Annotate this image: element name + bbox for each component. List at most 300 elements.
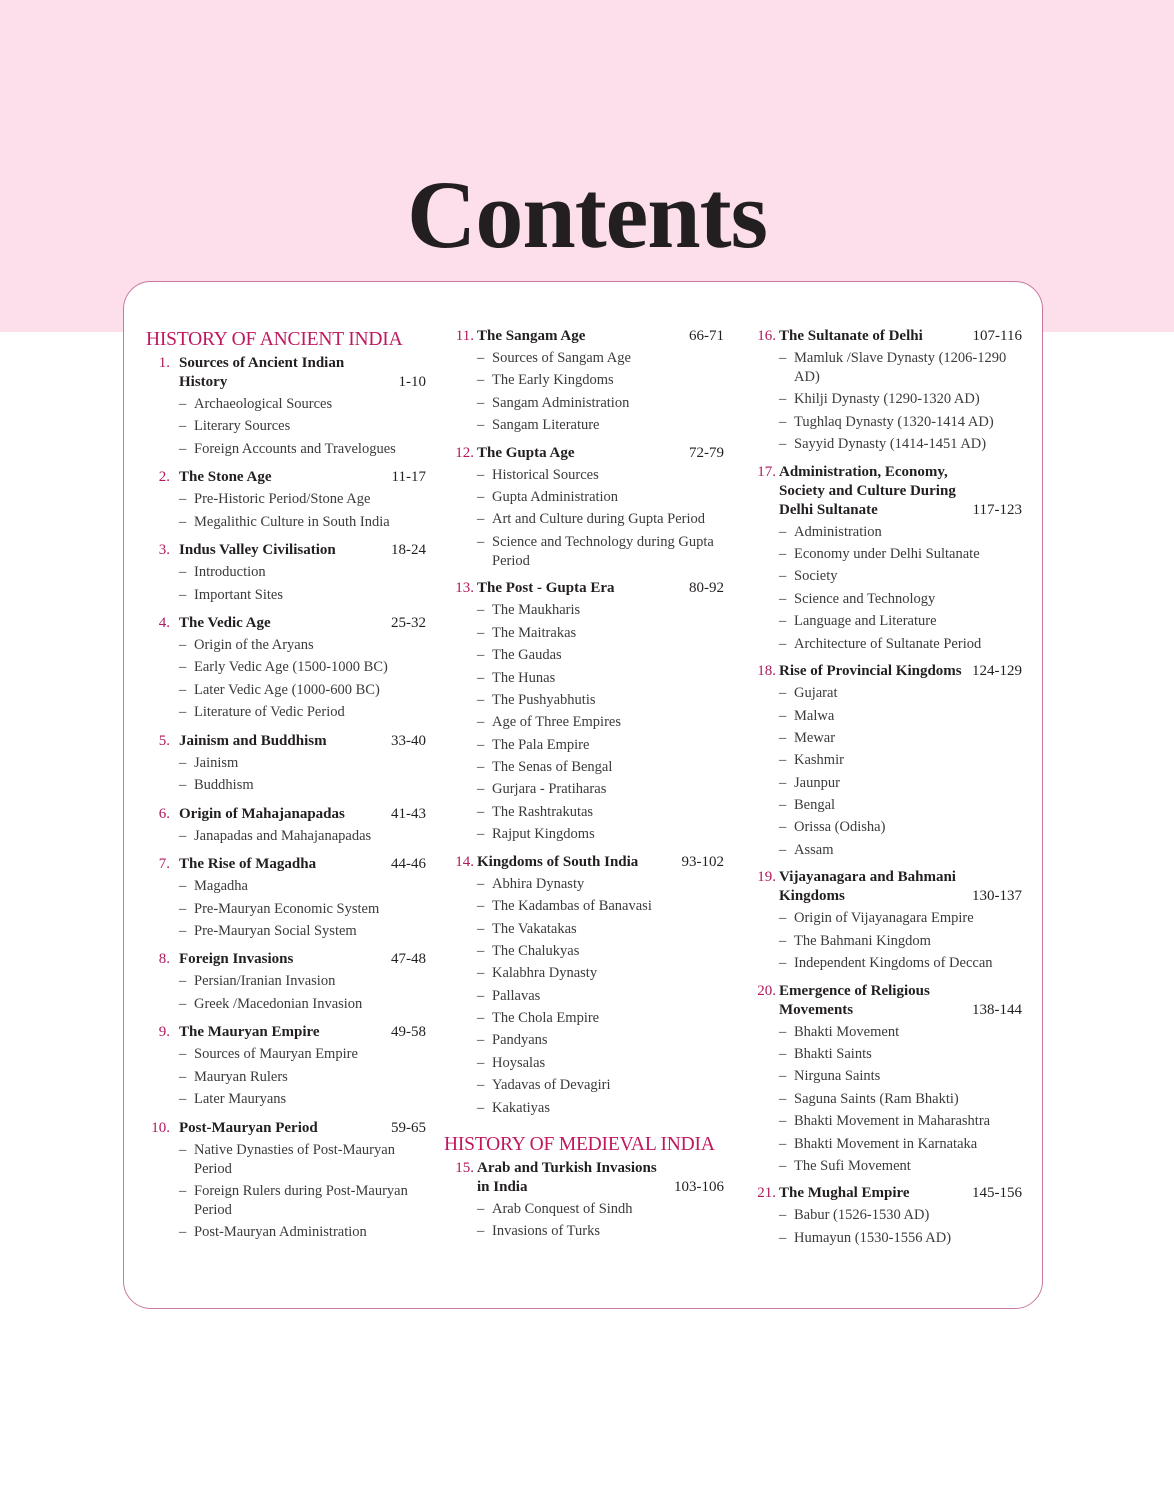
subtopic-item[interactable] [146,703,426,722]
subtopic-list [746,1206,1022,1247]
chapter-entry[interactable] [444,1159,724,1241]
chapter-entry[interactable] [146,732,426,795]
page-title: Contents [406,161,767,268]
chapter-title[interactable]: Vijayanagara and Bahmani Kingdoms [779,869,956,905]
dash-bullet-icon: – [779,613,787,630]
subtopic-label: The Maitrakas [492,624,577,641]
subtopic-item[interactable] [444,646,724,665]
subtopic-label: Origin of Vijayanagara Empire [794,910,974,927]
chapter-title[interactable]: Emergence of Religious Movements [779,982,930,1018]
dash-bullet-icon: – [477,1054,485,1071]
subtopic-label: Mamluk /Slave Dynasty (1206-1290 AD) [794,350,1007,385]
subtopic-item[interactable] [746,841,1022,860]
subtopic-item[interactable] [146,754,426,773]
dash-bullet-icon: – [477,965,485,982]
dash-bullet-icon: – [179,777,187,794]
dash-bullet-icon: – [779,1135,787,1152]
chapter-title[interactable]: The Vedic Age [179,615,271,632]
chapter-entry[interactable] [444,444,724,571]
chapter-number: 14. [455,853,474,870]
chapter-heading[interactable] [146,950,426,969]
subtopic-item[interactable] [746,818,1022,837]
subtopic-list [444,875,724,1118]
subtopic-item[interactable] [444,942,724,961]
chapter-heading[interactable] [146,614,426,633]
chapter-entry[interactable] [746,982,1022,1176]
subtopic-item[interactable] [146,563,426,582]
subtopic-label: Magadha [194,878,248,895]
subtopic-item[interactable] [746,545,1022,564]
subtopic-item[interactable] [746,1067,1022,1086]
subtopic-item[interactable] [746,413,1022,432]
subtopic-item[interactable] [444,825,724,844]
subtopic-item[interactable] [444,1031,724,1050]
subtopic-label: Language and Literature [794,613,937,630]
chapter-heading[interactable] [146,468,426,487]
chapter-title[interactable]: Jainism and Buddhism [179,732,327,749]
subtopic-item[interactable] [746,1045,1022,1064]
subtopic-item[interactable] [746,349,1022,387]
subtopic-item[interactable] [444,897,724,916]
chapter-heading[interactable] [444,853,724,872]
subtopic-label: Kashmir [794,752,844,769]
subtopic-label: Invasions of Turks [492,1223,600,1240]
chapter-page-range: 49-58 [391,1024,426,1041]
subtopic-item[interactable] [444,1076,724,1095]
subtopic-label: Sangam Administration [492,394,630,411]
subtopic-label: Important Sites [194,586,284,603]
subtopic-item[interactable] [746,684,1022,703]
dash-bullet-icon: – [179,1046,187,1063]
dash-bullet-icon: – [779,391,787,408]
subtopic-item[interactable] [444,669,724,688]
dash-bullet-icon: – [477,350,485,366]
subtopic-label: The Pushyabhutis [492,691,596,708]
subtopic-item[interactable] [444,466,724,485]
chapter-heading[interactable] [146,732,426,751]
chapter-number: 10. [151,1119,170,1136]
subtopic-item[interactable] [444,488,724,507]
chapter-heading[interactable] [146,805,426,824]
chapter-heading[interactable] [146,541,426,560]
chapter-entry[interactable] [746,327,1022,454]
dash-bullet-icon: – [477,759,485,776]
chapter-entry[interactable] [746,662,1022,860]
chapter-heading[interactable] [746,463,1022,520]
subtopic-item[interactable] [444,394,724,413]
dash-bullet-icon: – [779,1229,787,1246]
chapter-title[interactable]: Origin of Mahajanapadas [179,805,345,822]
subtopic-item[interactable] [746,1157,1022,1176]
subtopic-label: The Kadambas of Banavasi [492,898,652,915]
chapter-entry[interactable] [146,468,426,531]
subtopic-label: The Gaudas [492,647,562,664]
subtopic-label: Jainism [194,754,239,771]
subtopic-label: Gurjara - Pratiharas [492,781,607,798]
subtopic-label: Early Vedic Age (1500-1000 BC) [194,659,388,676]
subtopic-label: Administration [794,523,882,540]
subtopic-label: Sources of Mauryan Empire [194,1046,358,1063]
subtopic-item[interactable] [146,586,426,605]
subtopic-label: Later Mauryans [194,1091,287,1108]
chapter-entry[interactable] [146,855,426,941]
chapter-heading[interactable] [146,354,426,392]
dash-bullet-icon: – [779,910,787,927]
subtopic-item[interactable] [146,776,426,795]
subtopic-label: Pre-Historic Period/Stone Age [194,491,371,508]
subtopic-item[interactable] [444,1009,724,1028]
dash-bullet-icon: – [779,590,787,607]
dash-bullet-icon: – [779,1023,787,1040]
chapter-heading[interactable] [146,1119,426,1138]
dash-bullet-icon: – [179,704,187,721]
chapter-page-range: 25-32 [391,615,426,632]
subtopic-item[interactable] [746,954,1022,973]
chapter-page-range: 72-79 [689,444,724,461]
chapter-number: 9. [158,1024,170,1041]
chapter-page-range: 138-144 [972,1001,1022,1018]
subtopic-item[interactable] [146,1141,426,1179]
dash-bullet-icon: – [779,413,787,430]
subtopic-item[interactable] [746,1023,1022,1042]
contents-column-3 [746,327,1022,1251]
subtopic-label: Bhakti Saints [794,1046,872,1063]
chapter-heading[interactable] [746,662,1022,681]
subtopic-item[interactable] [146,1068,426,1087]
subtopic-item[interactable] [444,780,724,799]
dash-bullet-icon: – [179,440,187,457]
subtopic-list [444,601,724,844]
dash-bullet-icon: – [179,1141,187,1158]
dash-bullet-icon: – [477,691,485,708]
chapter-entry[interactable] [146,541,426,604]
chapter-entry[interactable] [444,327,724,435]
subtopic-label: Buddhism [194,777,254,794]
chapter-entry[interactable] [146,1023,426,1109]
dash-bullet-icon: – [779,932,787,949]
chapter-title[interactable]: Arab and Turkish Invasions in India [477,1159,657,1195]
chapter-heading[interactable] [746,327,1022,346]
subtopic-label: Babur (1526-1530 AD) [794,1207,930,1224]
chapter-title[interactable]: The Sultanate of Delhi [779,328,923,344]
subtopic-label: Age of Three Empires [492,714,621,731]
chapter-heading[interactable] [746,868,1022,906]
subtopic-label: Science and Technology [794,590,936,607]
subtopic-item[interactable] [146,658,426,677]
chapter-heading[interactable] [746,1184,1022,1203]
subtopic-item[interactable] [146,922,426,941]
subtopic-item[interactable] [146,1223,426,1242]
subtopic-label: Economy under Delhi Sultanate [794,546,980,563]
chapter-entry[interactable] [146,950,426,1013]
chapter-title[interactable]: Post-Mauryan Period [179,1119,318,1136]
subtopic-item[interactable] [746,729,1022,748]
subtopic-item[interactable] [146,900,426,919]
subtopic-list [146,563,426,604]
subtopic-item[interactable] [746,635,1022,654]
dash-bullet-icon: – [477,1077,485,1094]
subtopic-label: The Chalukyas [492,942,580,959]
dash-bullet-icon: – [477,417,485,434]
subtopic-label: Jaunpur [794,774,840,791]
subtopic-label: Gupta Administration [492,489,619,506]
subtopic-item[interactable] [146,636,426,655]
subtopic-item[interactable] [444,510,724,529]
chapter-heading[interactable] [444,579,724,598]
chapter-page-range: 44-46 [391,856,426,873]
dash-bullet-icon: – [179,1182,187,1199]
dash-bullet-icon: – [179,396,187,412]
subtopic-label: Literary Sources [194,418,291,435]
chapter-title[interactable]: Sources of Ancient Indian History [179,355,345,390]
dash-bullet-icon: – [779,1113,787,1130]
chapter-number: 5. [158,732,170,749]
chapter-number: 6. [158,805,170,822]
subtopic-item[interactable] [146,681,426,700]
subtopic-label: Janapadas and Mahajanapadas [194,827,372,844]
subtopic-item[interactable] [444,416,724,435]
chapter-title[interactable]: The Mughal Empire [779,1185,910,1202]
subtopic-label: Bhakti Movement in Karnataka [794,1135,978,1152]
dash-bullet-icon: – [179,900,187,917]
chapter-number: 16. [757,328,776,344]
chapter-number: 3. [158,542,170,559]
subtopic-label: Rajput Kingdoms [492,826,595,843]
chapter-title[interactable]: The Rise of Magadha [179,856,317,873]
subtopic-item[interactable] [146,1045,426,1064]
chapter-title[interactable]: The Sangam Age [477,328,586,344]
subtopic-item[interactable] [444,987,724,1006]
subtopic-item[interactable] [146,877,426,896]
subtopic-list [746,349,1022,454]
subtopic-list [146,636,426,722]
subtopic-item[interactable] [444,964,724,983]
subtopic-item[interactable] [746,707,1022,726]
chapter-entry[interactable] [146,354,426,459]
subtopic-item[interactable] [146,827,426,846]
subtopic-label: Humayun (1530-1556 AD) [794,1229,952,1246]
dash-bullet-icon: – [779,635,787,652]
subtopic-label: Pandyans [492,1032,548,1049]
subtopic-item[interactable] [444,736,724,755]
subtopic-item[interactable] [746,796,1022,815]
dash-bullet-icon: – [477,533,485,550]
subtopic-item[interactable] [444,624,724,643]
subtopic-item[interactable] [444,875,724,894]
subtopic-item[interactable] [746,1112,1022,1131]
chapter-title[interactable]: The Gupta Age [477,444,575,461]
subtopic-label: Later Vedic Age (1000-600 BC) [194,681,380,698]
subtopic-label: Mauryan Rulers [194,1068,288,1085]
dash-bullet-icon: – [477,781,485,798]
chapter-page-range: 41-43 [391,805,426,822]
subtopic-label: The Vakatakas [492,920,577,937]
subtopic-label: Historical Sources [492,466,599,483]
subtopic-label: Arab Conquest of Sindh [492,1200,633,1217]
subtopic-label: Orissa (Odisha) [794,819,886,836]
dash-bullet-icon: – [779,1090,787,1107]
contents-column-2 [444,327,724,1244]
dash-bullet-icon: – [477,489,485,506]
subtopic-item[interactable] [746,390,1022,409]
chapter-entry[interactable] [746,1184,1022,1247]
subtopic-list [146,827,426,846]
dash-bullet-icon: – [779,436,787,453]
subtopic-item[interactable] [746,932,1022,951]
subtopic-item[interactable] [746,909,1022,928]
dash-bullet-icon: – [779,752,787,769]
contents-column-1 [146,327,426,1246]
subtopic-list [746,1023,1022,1176]
subtopic-label: Art and Culture during Gupta Period [492,511,706,528]
subtopic-item[interactable] [746,435,1022,454]
subtopic-item[interactable] [746,612,1022,631]
subtopic-item[interactable] [444,713,724,732]
dash-bullet-icon: – [477,624,485,641]
subtopic-item[interactable] [746,751,1022,770]
subtopic-item[interactable] [746,1090,1022,1109]
subtopic-item[interactable] [146,440,426,459]
chapter-number: 15. [455,1159,474,1176]
chapter-page-range: 66-71 [689,328,724,344]
subtopic-label: Archaeological Sources [194,396,333,412]
chapter-entry[interactable] [146,805,426,846]
subtopic-item[interactable] [444,1099,724,1118]
chapter-entry[interactable] [746,463,1022,654]
subtopic-label: Literature of Vedic Period [194,704,345,721]
dash-bullet-icon: – [779,685,787,702]
dash-bullet-icon: – [477,669,485,686]
subtopic-label: Malwa [794,707,835,724]
chapter-title[interactable]: The Mauryan Empire [179,1024,320,1041]
subtopic-item[interactable] [444,1200,724,1219]
chapter-entry[interactable] [444,853,724,1118]
subtopic-item[interactable] [444,349,724,368]
subtopic-item[interactable] [444,920,724,939]
subtopic-list [444,349,724,435]
subtopic-item[interactable] [146,417,426,436]
dash-bullet-icon: – [477,394,485,411]
subtopic-item[interactable] [746,567,1022,586]
subtopic-item[interactable] [746,774,1022,793]
dash-bullet-icon: – [477,875,485,892]
subtopic-label: Kakatiyas [492,1099,550,1116]
dash-bullet-icon: – [477,1032,485,1049]
chapter-title[interactable]: The Stone Age [179,469,272,486]
dash-bullet-icon: – [179,491,187,508]
chapter-title[interactable]: Indus Valley Civilisation [179,542,336,559]
subtopic-item[interactable] [444,533,724,571]
subtopic-list [444,466,724,571]
chapter-heading[interactable] [444,1159,724,1197]
subtopic-label: Sangam Literature [492,417,600,434]
subtopic-item[interactable] [146,1090,426,1109]
subtopic-item[interactable] [746,523,1022,542]
subtopic-item[interactable] [746,1135,1022,1154]
chapter-heading[interactable] [444,327,724,346]
subtopic-item[interactable] [444,601,724,620]
subtopic-item[interactable] [444,691,724,710]
chapter-entry[interactable] [444,579,724,844]
subtopic-label: Yadavas of Devagiri [492,1077,611,1094]
chapter-heading[interactable] [146,855,426,874]
subtopic-label: Nirguna Saints [794,1068,881,1085]
subtopic-item[interactable] [746,1229,1022,1248]
subtopic-label: The Maukharis [492,602,581,619]
subtopic-item[interactable] [146,513,426,532]
dash-bullet-icon: – [779,1207,787,1224]
subtopic-label: Independent Kingdoms of Deccan [794,955,993,972]
subtopic-item[interactable] [444,803,724,822]
chapter-number: 13. [455,580,474,597]
dash-bullet-icon: – [477,826,485,843]
chapter-heading[interactable] [746,982,1022,1020]
subtopic-list [444,1200,724,1241]
subtopic-label: Origin of the Aryans [194,637,314,654]
subtopic-item[interactable] [444,758,724,777]
chapter-entry[interactable] [146,614,426,722]
chapter-entry[interactable] [146,1119,426,1243]
subtopic-label: Khilji Dynasty (1290-1320 AD) [794,391,980,408]
dash-bullet-icon: – [779,841,787,858]
subtopic-label: Bhakti Movement [794,1023,900,1040]
chapter-title[interactable]: Administration, Economy, Society and Culture During Delhi Sultanate [779,463,956,518]
chapter-number: 18. [757,663,776,680]
subtopic-item[interactable] [444,1054,724,1073]
subtopic-item[interactable] [444,1222,724,1241]
subtopic-item[interactable] [444,371,724,390]
chapter-number: 1. [158,355,170,371]
chapter-page-range: 103-106 [674,1178,724,1195]
subtopic-label: Native Dynasties of Post-Mauryan Period [194,1141,395,1177]
chapter-title[interactable]: Foreign Invasions [179,951,294,968]
dash-bullet-icon: – [779,546,787,563]
chapter-title[interactable]: Rise of Provincial Kingdoms [779,663,962,680]
subtopic-list [146,754,426,795]
chapter-number: 19. [757,869,776,886]
chapter-heading[interactable] [146,1023,426,1042]
dash-bullet-icon: – [779,523,787,540]
chapter-page-range: 93-102 [681,853,724,870]
subtopic-list [146,395,426,459]
chapter-page-range: 145-156 [972,1185,1022,1202]
subtopic-label: Architecture of Sultanate Period [794,635,982,652]
subtopic-label: Megalithic Culture in South India [194,513,390,530]
subtopic-item[interactable] [146,1182,426,1220]
subtopic-label: Mewar [794,729,836,746]
dash-bullet-icon: – [179,586,187,603]
subtopic-item[interactable] [746,590,1022,609]
chapter-page-range: 47-48 [391,951,426,968]
dash-bullet-icon: – [477,1099,485,1116]
dash-bullet-icon: – [179,1224,187,1241]
subtopic-label: The Pala Empire [492,736,590,753]
subtopic-item[interactable] [146,490,426,509]
subtopic-label: Sources of Sangam Age [492,350,631,366]
dash-bullet-icon: – [477,803,485,820]
chapter-heading[interactable] [444,444,724,463]
subtopic-item[interactable] [146,995,426,1014]
chapter-page-range: 80-92 [689,580,724,597]
dash-bullet-icon: – [477,1223,485,1240]
chapter-entry[interactable] [746,868,1022,973]
chapter-title[interactable]: The Post - Gupta Era [477,580,615,597]
dash-bullet-icon: – [477,1200,485,1217]
subtopic-item[interactable] [746,1206,1022,1225]
chapter-title[interactable]: Kingdoms of South India [477,853,639,870]
subtopic-item[interactable] [146,395,426,414]
subtopic-item[interactable] [146,972,426,991]
